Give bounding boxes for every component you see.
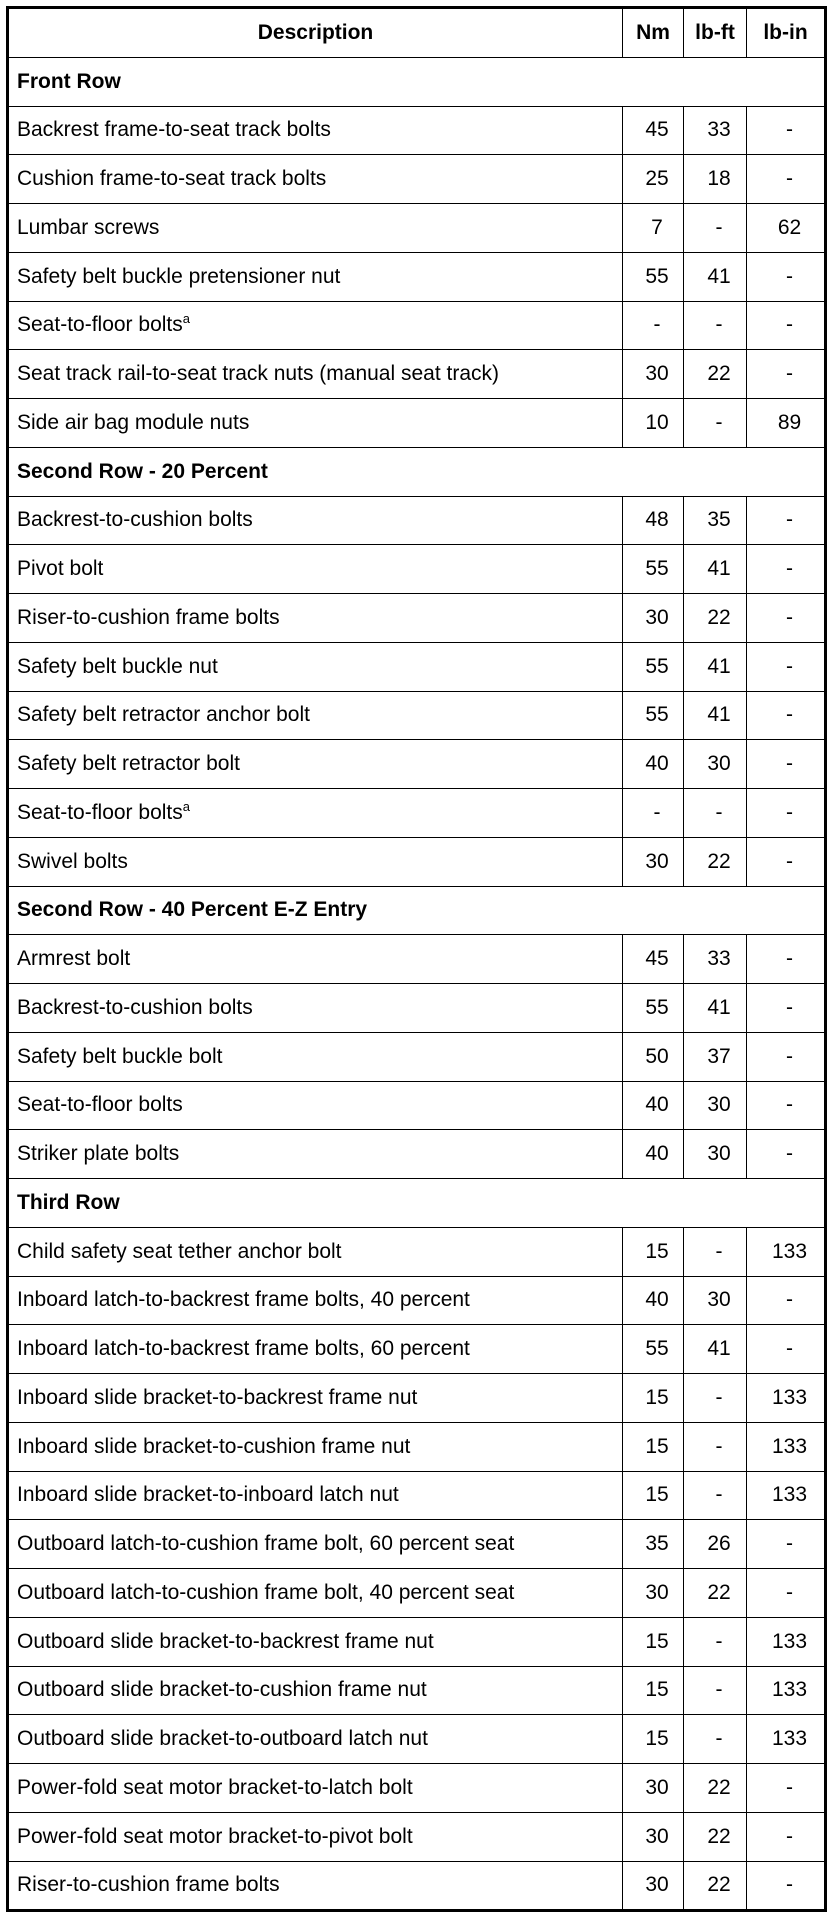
description-text: Inboard slide bracket-to-inboard latch nut [17, 1483, 399, 1507]
lbft-cell: 41 [684, 984, 747, 1033]
lbft-cell: 18 [684, 155, 747, 204]
description-cell [8, 1374, 623, 1423]
lbft-cell: - [684, 1374, 747, 1423]
lbin-cell: - [747, 1032, 826, 1081]
description-cell [8, 301, 623, 350]
lbft-cell: 41 [684, 642, 747, 691]
header-description: Description [8, 8, 623, 58]
description-text: Outboard latch-to-cushion frame bolt, 60 percent seat [17, 1532, 515, 1556]
description-text: Lumbar screws [17, 215, 160, 239]
lbft-cell: - [684, 204, 747, 253]
table-row [8, 984, 826, 1033]
description-text: Outboard latch-to-cushion frame bolt, 40 percent seat [17, 1580, 515, 1604]
nm-cell: 40 [623, 740, 684, 789]
nm-cell: 55 [623, 545, 684, 594]
nm-cell: 45 [623, 106, 684, 155]
description-cell [8, 837, 623, 886]
lbin-cell: - [747, 1130, 826, 1179]
description-cell [8, 1081, 623, 1130]
description-text: Striker plate bolts [17, 1142, 180, 1166]
footnote-marker: a [182, 311, 190, 327]
nm-cell: 7 [623, 204, 684, 253]
table-row [8, 1617, 826, 1666]
lbin-cell: - [747, 837, 826, 886]
lbft-cell: 22 [684, 1764, 747, 1813]
lbft-cell: 30 [684, 1276, 747, 1325]
description-cell [8, 740, 623, 789]
lbin-cell: - [747, 106, 826, 155]
nm-cell: - [623, 301, 684, 350]
description-cell [8, 1130, 623, 1179]
section-title: Front Row [8, 57, 826, 106]
table-row [8, 642, 826, 691]
description-cell [8, 935, 623, 984]
description-text: Seat-to-floor bolts [17, 1093, 183, 1117]
lbft-cell: 22 [684, 1569, 747, 1618]
lbin-cell: - [747, 496, 826, 545]
lbin-cell: - [747, 1276, 826, 1325]
description-text: Inboard slide bracket-to-backrest frame nut [17, 1385, 418, 1409]
table-row [8, 106, 826, 155]
nm-cell: 25 [623, 155, 684, 204]
header-lbin: lb-in [747, 8, 826, 58]
lbft-cell: - [684, 1715, 747, 1764]
nm-cell: 40 [623, 1130, 684, 1179]
lbft-cell: - [684, 1227, 747, 1276]
nm-cell: 55 [623, 691, 684, 740]
description-text: Cushion frame-to-seat track bolts [17, 167, 327, 191]
header-nm: Nm [623, 8, 684, 58]
lbft-cell: 35 [684, 496, 747, 545]
lbin-cell: - [747, 642, 826, 691]
description-cell [8, 1325, 623, 1374]
description-text: Safety belt buckle bolt [17, 1044, 223, 1068]
lbft-cell: - [684, 1471, 747, 1520]
header-lbft: lb-ft [684, 8, 747, 58]
section-row [8, 886, 826, 935]
lbin-cell: - [747, 1325, 826, 1374]
table-row [8, 1520, 826, 1569]
nm-cell: 15 [623, 1227, 684, 1276]
description-text: Seat-to-floor bolts [17, 800, 183, 824]
table-row [8, 1666, 826, 1715]
footnote-marker: a [182, 798, 190, 814]
description-cell [8, 642, 623, 691]
lbft-cell: - [684, 789, 747, 838]
description-cell [8, 1276, 623, 1325]
description-text: Safety belt retractor bolt [17, 752, 240, 776]
lbft-cell: 30 [684, 740, 747, 789]
description-cell [8, 106, 623, 155]
nm-cell: 30 [623, 837, 684, 886]
lbin-cell: - [747, 740, 826, 789]
lbft-cell: - [684, 1422, 747, 1471]
description-cell [8, 1861, 623, 1911]
lbft-cell: 30 [684, 1081, 747, 1130]
lbin-cell: - [747, 301, 826, 350]
lbin-cell: - [747, 1081, 826, 1130]
nm-cell: 55 [623, 1325, 684, 1374]
nm-cell: 15 [623, 1471, 684, 1520]
lbin-cell: - [747, 1520, 826, 1569]
lbft-cell: 41 [684, 691, 747, 740]
table-row [8, 399, 826, 448]
nm-cell: 48 [623, 496, 684, 545]
lbin-cell: 133 [747, 1422, 826, 1471]
nm-cell: - [623, 789, 684, 838]
description-cell [8, 1227, 623, 1276]
description-text: Outboard slide bracket-to-backrest frame nut [17, 1629, 434, 1653]
section-row [8, 1179, 826, 1228]
lbft-cell: 22 [684, 594, 747, 643]
lbft-cell: - [684, 1617, 747, 1666]
section-title: Second Row - 20 Percent [8, 447, 826, 496]
lbft-cell: - [684, 399, 747, 448]
nm-cell: 55 [623, 984, 684, 1033]
description-text: Inboard latch-to-backrest frame bolts, 60 percent [17, 1337, 470, 1361]
description-cell [8, 1032, 623, 1081]
section-row [8, 57, 826, 106]
lbft-cell: 22 [684, 350, 747, 399]
lbin-cell: - [747, 594, 826, 643]
nm-cell: 30 [623, 350, 684, 399]
description-text: Side air bag module nuts [17, 410, 250, 434]
lbin-cell: - [747, 984, 826, 1033]
table-row [8, 1569, 826, 1618]
nm-cell: 30 [623, 1764, 684, 1813]
description-text: Swivel bolts [17, 849, 128, 873]
table-row [8, 1081, 826, 1130]
section-title: Third Row [8, 1179, 826, 1228]
table-row [8, 204, 826, 253]
table-row [8, 1861, 826, 1911]
description-text: Outboard slide bracket-to-outboard latch nut [17, 1727, 428, 1751]
nm-cell: 30 [623, 594, 684, 643]
description-text: Riser-to-cushion frame bolts [17, 605, 280, 629]
description-cell [8, 984, 623, 1033]
lbft-cell: 41 [684, 1325, 747, 1374]
description-text: Outboard slide bracket-to-cushion frame nut [17, 1678, 427, 1702]
description-text: Safety belt retractor anchor bolt [17, 703, 310, 727]
lbft-cell: 22 [684, 1812, 747, 1861]
table-row [8, 1812, 826, 1861]
lbin-cell: 133 [747, 1227, 826, 1276]
nm-cell: 10 [623, 399, 684, 448]
nm-cell: 15 [623, 1422, 684, 1471]
description-cell [8, 1812, 623, 1861]
description-text: Seat-to-floor bolts [17, 313, 183, 337]
description-cell [8, 1520, 623, 1569]
nm-cell: 55 [623, 642, 684, 691]
lbft-cell: - [684, 301, 747, 350]
table-row [8, 1715, 826, 1764]
lbin-cell: 133 [747, 1617, 826, 1666]
nm-cell: 40 [623, 1081, 684, 1130]
description-cell [8, 1764, 623, 1813]
description-cell [8, 1471, 623, 1520]
nm-cell: 15 [623, 1374, 684, 1423]
table-body [8, 57, 826, 1911]
description-cell [8, 1715, 623, 1764]
lbin-cell: - [747, 1812, 826, 1861]
nm-cell: 15 [623, 1715, 684, 1764]
lbft-cell: 33 [684, 106, 747, 155]
table-row [8, 1422, 826, 1471]
lbin-cell: - [747, 545, 826, 594]
torque-spec-table [6, 6, 827, 1912]
table-row [8, 1130, 826, 1179]
table-row [8, 1374, 826, 1423]
description-text: Power-fold seat motor bracket-to-latch bolt [17, 1775, 413, 1799]
description-text: Safety belt buckle nut [17, 654, 218, 678]
section-row [8, 447, 826, 496]
table-row [8, 496, 826, 545]
table-row [8, 252, 826, 301]
description-text: Safety belt buckle pretensioner nut [17, 264, 341, 288]
lbin-cell: - [747, 935, 826, 984]
description-text: Power-fold seat motor bracket-to-pivot bolt [17, 1824, 413, 1848]
description-text: Inboard latch-to-backrest frame bolts, 40 percent [17, 1288, 470, 1312]
lbft-cell: 22 [684, 1861, 747, 1911]
lbin-cell: 133 [747, 1374, 826, 1423]
description-cell [8, 350, 623, 399]
description-cell [8, 1422, 623, 1471]
lbft-cell: 41 [684, 252, 747, 301]
description-text: Armrest bolt [17, 947, 131, 971]
description-text: Backrest frame-to-seat track bolts [17, 118, 331, 142]
table-row [8, 789, 826, 838]
table-row [8, 594, 826, 643]
lbft-cell: 41 [684, 545, 747, 594]
lbin-cell: 133 [747, 1666, 826, 1715]
table-row [8, 740, 826, 789]
nm-cell: 15 [623, 1617, 684, 1666]
table-row [8, 1032, 826, 1081]
description-cell [8, 1617, 623, 1666]
description-text: Seat track rail-to-seat track nuts (manual seat track) [17, 362, 500, 386]
lbin-cell: 62 [747, 204, 826, 253]
description-cell [8, 789, 623, 838]
description-cell [8, 204, 623, 253]
table-row [8, 1471, 826, 1520]
description-cell [8, 1569, 623, 1618]
lbin-cell: 89 [747, 399, 826, 448]
description-text: Riser-to-cushion frame bolts [17, 1873, 280, 1897]
nm-cell: 50 [623, 1032, 684, 1081]
lbft-cell: - [684, 1666, 747, 1715]
lbin-cell: - [747, 155, 826, 204]
lbin-cell: - [747, 691, 826, 740]
section-title: Second Row - 40 Percent E-Z Entry [8, 886, 826, 935]
description-cell [8, 399, 623, 448]
description-cell [8, 545, 623, 594]
lbin-cell: - [747, 789, 826, 838]
description-text: Backrest-to-cushion bolts [17, 508, 253, 532]
lbin-cell: 133 [747, 1715, 826, 1764]
description-cell [8, 252, 623, 301]
lbin-cell: 133 [747, 1471, 826, 1520]
table-row [8, 1227, 826, 1276]
table-row [8, 1276, 826, 1325]
nm-cell: 40 [623, 1276, 684, 1325]
table-row [8, 350, 826, 399]
description-text: Child safety seat tether anchor bolt [17, 1239, 342, 1263]
description-cell [8, 1666, 623, 1715]
description-text: Inboard slide bracket-to-cushion frame nut [17, 1434, 411, 1458]
table-row [8, 301, 826, 350]
nm-cell: 45 [623, 935, 684, 984]
lbin-cell: - [747, 252, 826, 301]
table-row [8, 1764, 826, 1813]
header-row [8, 8, 826, 58]
description-text: Backrest-to-cushion bolts [17, 995, 253, 1019]
description-cell [8, 496, 623, 545]
nm-cell: 30 [623, 1861, 684, 1911]
nm-cell: 30 [623, 1812, 684, 1861]
lbin-cell: - [747, 1764, 826, 1813]
lbft-cell: 33 [684, 935, 747, 984]
lbft-cell: 26 [684, 1520, 747, 1569]
table-row [8, 935, 826, 984]
lbft-cell: 22 [684, 837, 747, 886]
description-cell [8, 691, 623, 740]
lbin-cell: - [747, 1861, 826, 1911]
lbft-cell: 37 [684, 1032, 747, 1081]
table-row [8, 1325, 826, 1374]
lbin-cell: - [747, 350, 826, 399]
nm-cell: 30 [623, 1569, 684, 1618]
description-text: Pivot bolt [17, 557, 104, 581]
table-row [8, 837, 826, 886]
table-row [8, 545, 826, 594]
table-row [8, 155, 826, 204]
nm-cell: 35 [623, 1520, 684, 1569]
nm-cell: 55 [623, 252, 684, 301]
lbft-cell: 30 [684, 1130, 747, 1179]
lbin-cell: - [747, 1569, 826, 1618]
table-row [8, 691, 826, 740]
description-cell [8, 594, 623, 643]
description-cell [8, 155, 623, 204]
nm-cell: 15 [623, 1666, 684, 1715]
